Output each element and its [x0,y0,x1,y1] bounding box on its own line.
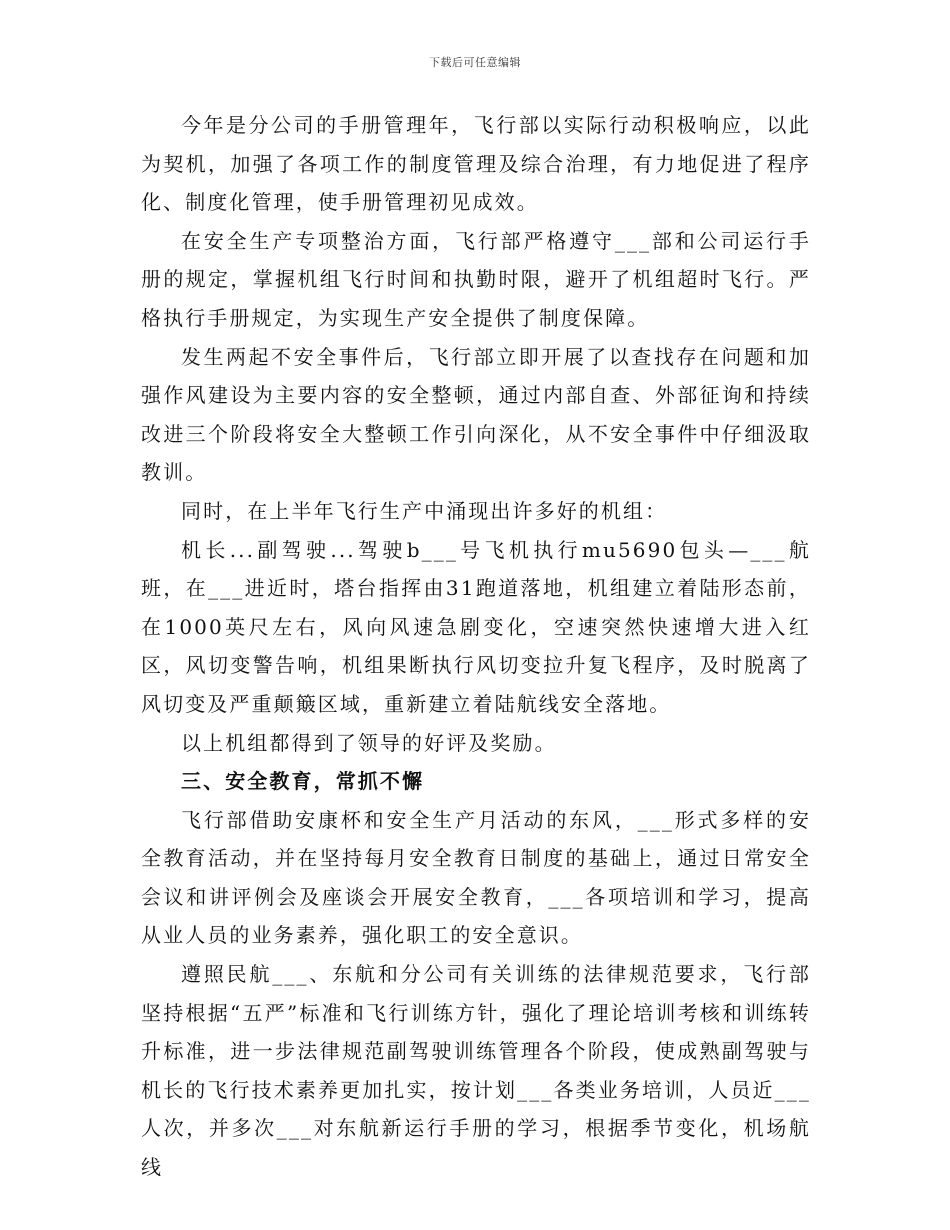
paragraph-good-crews: 同时，在上半年飞行生产中涌现出许多好的机组： [181,498,668,523]
section-heading-safety-education: 三、安全教育，常抓不懈 [181,769,425,794]
paragraph-crew-praise: 以上机组都得到了领导的好评及奖励。 [181,730,557,755]
paragraph-safety-overhaul: 发生两起不安全事件后，飞行部立即开展了以查找存在问题和加强作风建设为主要内容的安全整顿，通过内部自查、外部征询和持续改进三个阶段将安全大整顿工作引向深化，从不安全事件中仔细汲取教训。 [141,344,811,485]
paragraph-manual-management: 今年是分公司的手册管理年，飞行部以实际行动积极响应，以此为契机，加强了各项工作的制度管理及综合治理，有力地促进了程序化、制度化管理，使手册管理初见成效。 [141,113,811,215]
download-note: 下载后可任意编辑 [429,56,521,69]
document-body [141,106,811,1187]
paragraph-education-activities: 飞行部借助安康杯和安全生产月活动的东风，___形式多样的安全教育活动，并在坚持每月安全教育日制度的基础上，通过日常安全会议和讲评例会及座谈会开展安全教育，___各项培训和学习，提高从业人员的业务素养，强化职工的安全意识。 [141,807,811,948]
paragraph-safety-rectification: 在安全生产专项整治方面，飞行部严格遵守___部和公司运行手册的规定，掌握机组飞行时间和执勤时限，避开了机组超时飞行。严格执行手册规定，为实现生产安全提供了制度保障。 [141,228,811,330]
paragraph-training-standards: 遵照民航___、东航和分公司有关训练的法律规范要求，飞行部坚持根据“五严”标准和飞行训练方针，强化了理论培训考核和训练转升标准，进一步法律规范副驾驶训练管理各个阶段，使成熟副驾驶与机长的飞行技术素养更加扎实，按计划___各类业务培训，人员近___人次，并多次___对东航新运行手册的学习，根据季节变化，机场航线 [141,962,811,1180]
paragraph-crew-example: 机长...副驾驶...驾驶b___号飞机执行mu5690包头—___航班，在___进近时，塔台指挥由31跑道落地，机组建立着陆形态前，在1000英尺左右，风向风速急剧变化，空速突然快速增大进入红区，风切变警告响，机组果断执行风切变拉升复飞程序，及时脱离了风切变及严重颠簸区域，重新建立着陆航线安全落地。 [141,537,811,716]
